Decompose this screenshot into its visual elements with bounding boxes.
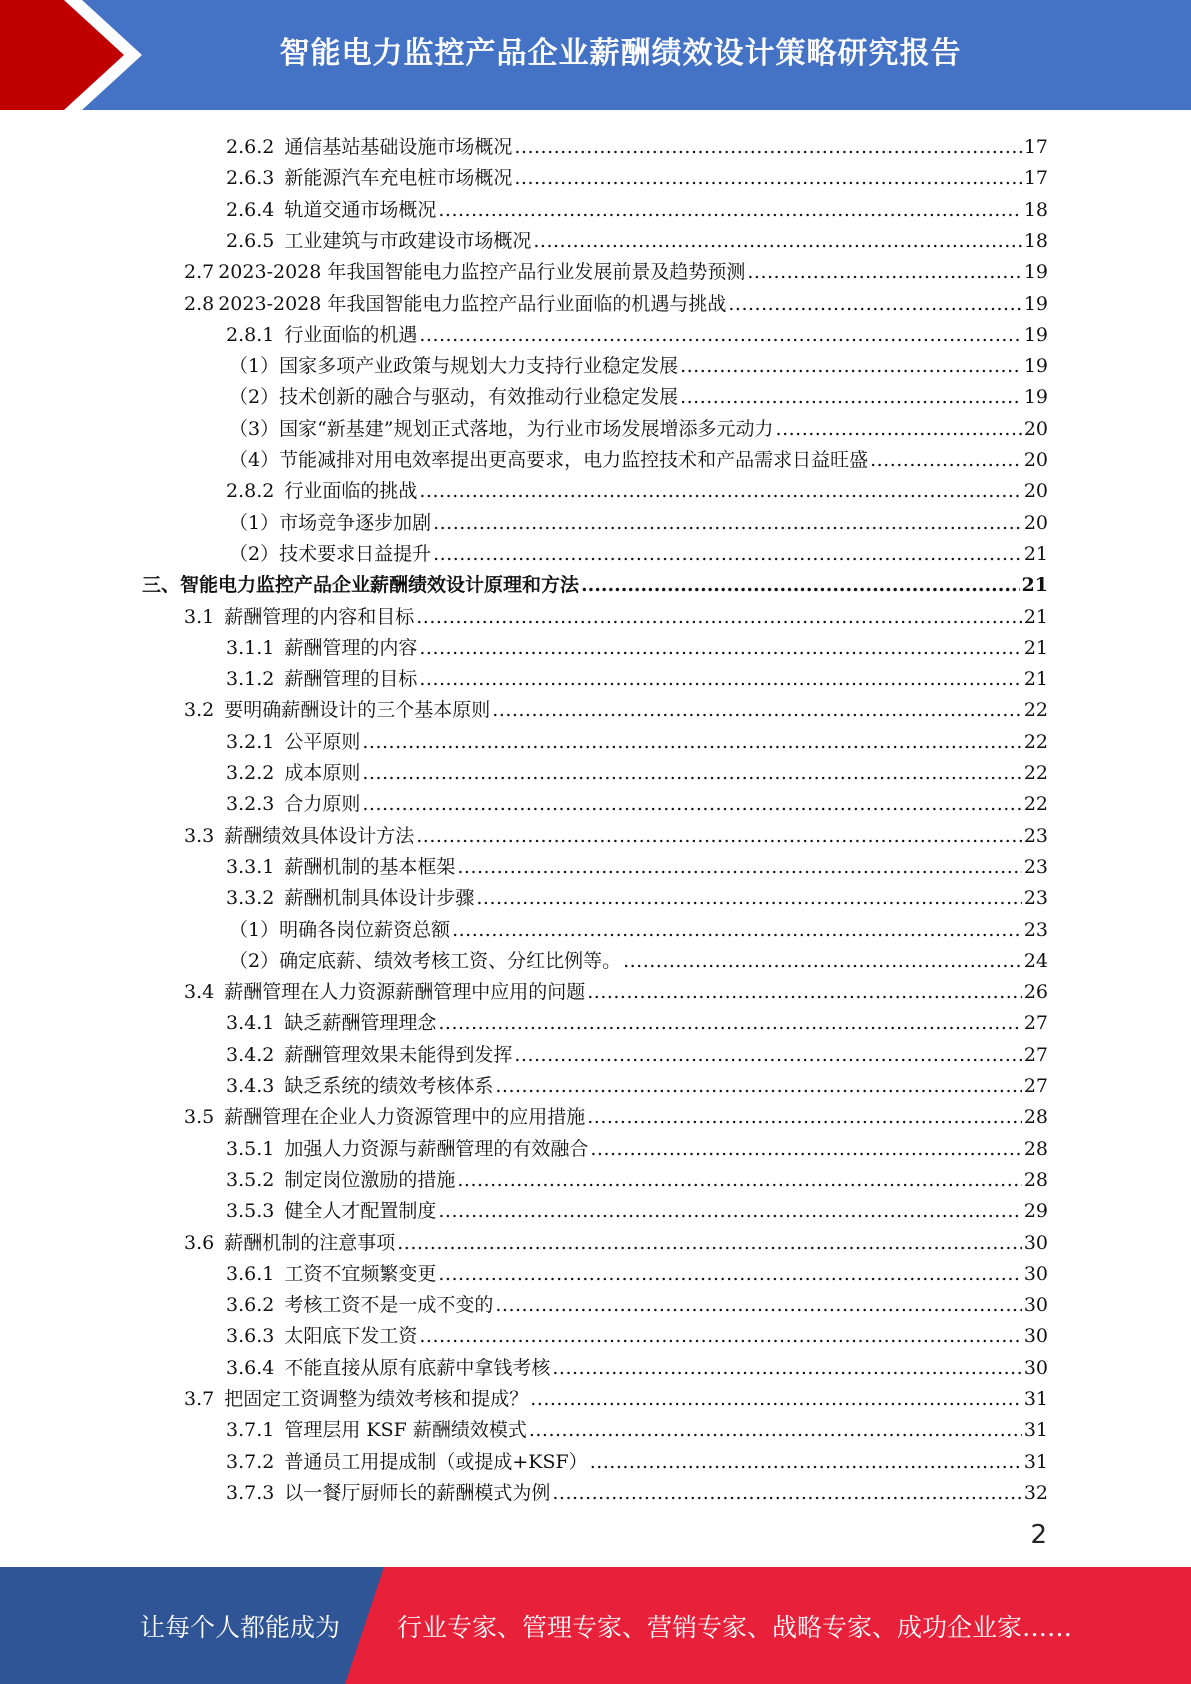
toc-entry-title: 通信基站基础设施市场概况 bbox=[284, 136, 513, 158]
page-footer bbox=[0, 1567, 1191, 1684]
toc-entry-page: 23 bbox=[1023, 918, 1048, 941]
toc-dot-leader bbox=[552, 1356, 1021, 1380]
toc-entry-number: 3.7 bbox=[184, 1388, 215, 1410]
toc-entry-number: 3.6.2 bbox=[226, 1294, 275, 1317]
toc-entry-number: 3.7.3 bbox=[226, 1481, 275, 1504]
toc-entry-page: 18 bbox=[1023, 229, 1048, 252]
toc-entry-page: 23 bbox=[1023, 824, 1048, 847]
toc-entry-page: 23 bbox=[1023, 855, 1048, 878]
toc-entry[interactable] bbox=[226, 1130, 1048, 1161]
toc-entry-page: 22 bbox=[1023, 699, 1048, 722]
toc-entry-number: 3.3.1 bbox=[226, 855, 275, 878]
toc-entry-page: 29 bbox=[1023, 1200, 1048, 1223]
toc-entry-number: 3.5.3 bbox=[226, 1200, 275, 1223]
toc-dot-leader bbox=[476, 886, 1021, 910]
toc-entry-page: 28 bbox=[1023, 1137, 1048, 1160]
toc-entry-title: 行业面临的挑战 bbox=[284, 480, 418, 503]
toc-entry-page: 21 bbox=[1023, 668, 1048, 691]
toc-entry[interactable] bbox=[184, 253, 1048, 284]
page-number: 2 bbox=[1030, 1520, 1047, 1550]
toc-entry-number: 3.5.1 bbox=[226, 1137, 275, 1160]
toc-entry[interactable] bbox=[226, 1474, 1048, 1505]
toc-entry[interactable] bbox=[226, 1161, 1048, 1192]
toc-entry[interactable] bbox=[226, 1255, 1048, 1286]
toc-entry-page: 17 bbox=[1023, 167, 1048, 190]
toc-entry[interactable] bbox=[226, 159, 1048, 190]
toc-entry[interactable] bbox=[226, 848, 1048, 879]
toc-entry-title: （2）技术要求日益提升 bbox=[229, 542, 432, 565]
toc-entry[interactable] bbox=[226, 472, 1048, 503]
toc-dot-leader bbox=[457, 855, 1021, 879]
footer-slogan-right: 行业专家、管理专家、营销专家、战略专家、成功企业家…… bbox=[397, 1612, 1073, 1642]
toc-entry-title: （2）技术创新的融合与驱动，有效推动行业稳定发展 bbox=[229, 386, 679, 409]
toc-dot-leader bbox=[492, 698, 1022, 722]
toc-entry-page: 19 bbox=[1023, 355, 1048, 378]
toc-dot-leader bbox=[495, 1293, 1021, 1317]
toc-dot-leader bbox=[438, 1199, 1021, 1223]
toc-entry-number: 2.6.2 bbox=[226, 136, 275, 158]
toc-entry-title: （2）确定底薪、绩效考核工资、分红比例等。 bbox=[229, 949, 622, 972]
toc-entry-title: 薪酬管理的目标 bbox=[284, 668, 418, 691]
toc-entry-page: 31 bbox=[1023, 1419, 1048, 1442]
toc-entry-number: 3.4.1 bbox=[226, 1012, 275, 1035]
toc-entry-title: 制定岗位激励的措施 bbox=[284, 1168, 456, 1191]
toc-entry[interactable] bbox=[184, 1224, 1048, 1255]
toc-dot-leader bbox=[457, 1168, 1021, 1192]
toc-entry-number: 2.6.5 bbox=[226, 229, 275, 252]
toc-entry[interactable] bbox=[229, 911, 1048, 942]
toc-entry-number: 3.6 bbox=[184, 1231, 215, 1254]
toc-dot-leader bbox=[419, 323, 1021, 347]
toc-dot-leader bbox=[581, 573, 1020, 597]
toc-entry-title: 要明确薪酬设计的三个基本原则 bbox=[224, 699, 491, 722]
toc-entry[interactable] bbox=[229, 942, 1048, 973]
toc-entry[interactable] bbox=[184, 973, 1048, 1004]
toc-entry[interactable] bbox=[226, 1036, 1048, 1067]
toc-entry[interactable] bbox=[226, 660, 1048, 691]
toc-entry-title: 健全人才配置制度 bbox=[284, 1200, 437, 1223]
toc-entry-title: 考核工资不是一成不变的 bbox=[284, 1294, 494, 1317]
header-chevron-decoration bbox=[0, 0, 150, 110]
toc-entry-number: 3.3.2 bbox=[226, 887, 275, 910]
toc-entry-page: 30 bbox=[1023, 1356, 1048, 1379]
toc-entry-title: 行业面临的机遇 bbox=[284, 323, 418, 346]
toc-entry[interactable] bbox=[226, 1317, 1048, 1348]
toc-entry-title: 公平原则 bbox=[284, 730, 361, 753]
toc-dot-leader bbox=[590, 1137, 1021, 1161]
toc-entry-title: 合力原则 bbox=[284, 793, 361, 816]
toc-entry-title: （1）国家多项产业政策与规划大力支持行业稳定发展 bbox=[229, 355, 679, 378]
toc-entry-title: 加强人力资源与薪酬管理的有效融合 bbox=[284, 1137, 589, 1160]
toc-dot-leader bbox=[433, 511, 1022, 535]
toc-entry-page: 21 bbox=[1023, 542, 1048, 565]
toc-entry-title: 太阳底下发工资 bbox=[284, 1325, 418, 1348]
toc-entry-number: 3.4.3 bbox=[226, 1075, 275, 1097]
toc-entry-page: 31 bbox=[1023, 1450, 1048, 1473]
toc-entry-title: 新能源汽车充电桩市场概况 bbox=[284, 167, 513, 190]
toc-entry-page: 19 bbox=[1023, 386, 1048, 409]
toc-entry[interactable] bbox=[184, 817, 1048, 848]
toc-entry-number: 2.6.3 bbox=[226, 167, 275, 190]
toc-entry[interactable] bbox=[184, 1380, 1048, 1411]
toc-entry[interactable] bbox=[229, 378, 1048, 409]
toc-dot-leader bbox=[552, 1481, 1021, 1505]
toc-entry-title: 薪酬绩效具体设计方法 bbox=[224, 824, 415, 847]
toc-entry[interactable] bbox=[184, 1098, 1048, 1129]
toc-entry-title: 工资不宜频繁变更 bbox=[284, 1262, 437, 1285]
toc-dot-leader bbox=[419, 636, 1021, 660]
toc-entry-title: 薪酬管理效果未能得到发挥 bbox=[284, 1043, 513, 1066]
toc-entry-page: 18 bbox=[1023, 198, 1048, 221]
toc-entry-title: 缺乏系统的绩效考核体系 bbox=[284, 1075, 494, 1097]
toc-entry[interactable] bbox=[226, 1067, 1048, 1098]
toc-dot-leader bbox=[870, 448, 1022, 472]
toc-dot-leader bbox=[514, 1043, 1021, 1067]
toc-entry[interactable] bbox=[226, 1411, 1048, 1442]
toc-dot-leader bbox=[419, 1324, 1021, 1348]
toc-dot-leader bbox=[747, 260, 1021, 284]
toc-entry[interactable] bbox=[184, 691, 1048, 722]
toc-entry-number: 3.7.2 bbox=[226, 1450, 275, 1473]
toc-entry[interactable] bbox=[226, 785, 1048, 816]
toc-entry[interactable] bbox=[229, 347, 1048, 378]
toc-entry-number: 3.2.3 bbox=[226, 793, 275, 816]
toc-dot-leader bbox=[452, 918, 1022, 942]
toc-entry[interactable] bbox=[226, 316, 1048, 347]
toc-entry-title: （1）明确各岗位薪资总额 bbox=[229, 918, 451, 941]
toc-entry-page: 27 bbox=[1023, 1075, 1048, 1097]
toc-entry-number: 3.5 bbox=[184, 1106, 215, 1129]
toc-entry[interactable] bbox=[226, 222, 1048, 253]
toc-entry-title: （3）国家“新基建”规划正式落地，为行业市场发展增添多元动力 bbox=[229, 417, 774, 440]
toc-entry-number: 3.4 bbox=[184, 981, 215, 1004]
toc-entry-number: 3.6.1 bbox=[226, 1262, 275, 1285]
toc-entry-page: 27 bbox=[1023, 1043, 1048, 1066]
toc-dot-leader bbox=[530, 1387, 1022, 1411]
toc-entry-page: 26 bbox=[1023, 981, 1048, 1004]
toc-entry-number: 2.7 bbox=[184, 261, 215, 284]
toc-entry-page: 28 bbox=[1023, 1168, 1048, 1191]
toc-entry-page: 20 bbox=[1023, 511, 1048, 534]
toc-entry-title: 薪酬管理在人力资源薪酬管理中应用的问题 bbox=[224, 981, 586, 1004]
toc-dot-leader bbox=[438, 1011, 1021, 1035]
toc-entry[interactable] bbox=[226, 629, 1048, 660]
toc-entry-number: 2.8.1 bbox=[226, 323, 275, 346]
toc-entry[interactable] bbox=[226, 1443, 1048, 1474]
toc-entry-title: （1）市场竞争逐步加剧 bbox=[229, 511, 432, 534]
toc-dot-leader bbox=[419, 479, 1021, 503]
toc-entry[interactable] bbox=[229, 535, 1048, 566]
toc-entry-title: 薪酬管理的内容 bbox=[284, 636, 418, 659]
toc-dot-leader bbox=[514, 135, 1021, 159]
toc-dot-leader bbox=[587, 1105, 1022, 1129]
toc-dot-leader bbox=[438, 198, 1021, 222]
toc-dot-leader bbox=[533, 229, 1021, 253]
toc-entry-number: 3.7.1 bbox=[226, 1419, 275, 1442]
toc-entry-number: 2.8.2 bbox=[226, 480, 275, 503]
toc-entry-title: 三、智能电力监控产品企业薪酬绩效设计原理和方法 bbox=[142, 574, 580, 597]
toc-entry-title: 工业建筑与市政建设市场概况 bbox=[284, 229, 532, 252]
toc-entry-title: 2023-2028 年我国智能电力监控产品行业面临的机遇与挑战 bbox=[218, 292, 727, 315]
toc-entry-page: 24 bbox=[1023, 949, 1048, 972]
toc-entry-title: 成本原则 bbox=[284, 762, 361, 784]
toc-entry-number: 2.6.4 bbox=[226, 198, 275, 221]
toc-entry-page: 19 bbox=[1023, 261, 1048, 284]
toc-entry-page: 20 bbox=[1023, 480, 1048, 503]
toc-dot-leader bbox=[495, 1074, 1021, 1098]
toc-entry-title: 缺乏薪酬管理理念 bbox=[284, 1012, 437, 1035]
toc-entry-title: 薪酬机制的基本框架 bbox=[284, 855, 456, 878]
toc-entry-title: 薪酬机制具体设计步骤 bbox=[284, 887, 475, 910]
toc-entry-page: 23 bbox=[1023, 887, 1048, 910]
toc-entry[interactable] bbox=[226, 879, 1048, 910]
toc-entry-title: 普通员工用提成制（或提成+KSF） bbox=[284, 1450, 588, 1473]
toc-dot-leader bbox=[587, 980, 1022, 1004]
toc-entry-number: 3.1 bbox=[184, 605, 215, 628]
toc-dot-leader bbox=[362, 730, 1021, 754]
toc-dot-leader bbox=[728, 292, 1021, 316]
toc-entry-page: 22 bbox=[1023, 762, 1048, 784]
page-header bbox=[0, 0, 1191, 110]
toc-entry[interactable] bbox=[142, 566, 1048, 597]
toc-entry-title: 薪酬管理在企业人力资源管理中的应用措施 bbox=[224, 1106, 586, 1129]
toc-entry[interactable] bbox=[226, 1349, 1048, 1380]
toc-entry[interactable] bbox=[226, 1286, 1048, 1317]
toc-entry-page: 21 bbox=[1023, 605, 1048, 628]
toc-entry-title: 轨道交通市场概况 bbox=[284, 198, 437, 221]
toc-entry-page: 20 bbox=[1023, 417, 1048, 440]
toc-entry-number: 2.8 bbox=[184, 292, 215, 315]
toc-dot-leader bbox=[529, 1418, 1022, 1442]
toc-entry[interactable] bbox=[226, 723, 1048, 754]
toc-entry-title: 以一餐厅厨师长的薪酬模式为例 bbox=[284, 1481, 551, 1504]
toc-dot-leader bbox=[590, 1450, 1022, 1474]
toc-entry[interactable] bbox=[226, 128, 1048, 159]
toc-entry-page: 22 bbox=[1023, 793, 1048, 816]
toc-entry-page: 21 bbox=[1023, 636, 1048, 659]
toc-entry-page: 30 bbox=[1023, 1294, 1048, 1317]
toc-dot-leader bbox=[433, 542, 1022, 566]
toc-entry-number: 3.6.4 bbox=[226, 1356, 275, 1379]
toc-entry[interactable] bbox=[184, 598, 1048, 629]
toc-entry[interactable] bbox=[226, 1004, 1048, 1035]
toc-entry-number: 3.3 bbox=[184, 824, 215, 847]
toc-entry-page: 30 bbox=[1023, 1325, 1048, 1348]
toc-entry-page: 30 bbox=[1023, 1262, 1048, 1285]
toc-entry-page: 30 bbox=[1023, 1231, 1048, 1254]
toc-entry[interactable] bbox=[184, 285, 1048, 316]
toc-entry-page: 19 bbox=[1023, 323, 1048, 346]
toc-entry-number: 3.6.3 bbox=[226, 1325, 275, 1348]
toc-entry-title: 薪酬机制的注意事项 bbox=[224, 1231, 396, 1254]
toc-dot-leader bbox=[416, 605, 1022, 629]
footer-slogan-left: 让每个人都能成为 bbox=[140, 1612, 341, 1642]
toc-dot-leader bbox=[362, 761, 1021, 785]
toc-dot-leader bbox=[514, 166, 1021, 190]
toc-entry[interactable] bbox=[229, 410, 1048, 441]
toc-entry-number: 3.1.2 bbox=[226, 668, 275, 691]
toc-entry[interactable] bbox=[226, 1192, 1048, 1223]
toc-entry-page: 22 bbox=[1023, 730, 1048, 753]
toc-dot-leader bbox=[680, 385, 1022, 409]
toc-entry-page: 20 bbox=[1023, 449, 1048, 471]
report-title: 智能电力监控产品企业薪酬绩效设计策略研究报告 bbox=[279, 36, 962, 71]
toc-entry-page: 28 bbox=[1023, 1106, 1048, 1129]
toc-entry-page: 32 bbox=[1023, 1481, 1048, 1504]
toc-entry-title: 2023-2028 年我国智能电力监控产品行业发展前景及趋势预测 bbox=[218, 261, 746, 284]
toc-dot-leader bbox=[419, 667, 1021, 691]
toc-entry-title: （4）节能减排对用电效率提出更高要求，电力监控技术和产品需求日益旺盛 bbox=[229, 449, 869, 471]
toc-entry-page: 17 bbox=[1023, 136, 1048, 158]
toc-entry-number: 3.2 bbox=[184, 699, 215, 722]
toc-entry[interactable] bbox=[226, 754, 1048, 785]
toc-entry-number: 3.1.1 bbox=[226, 636, 275, 659]
toc-entry-page: 27 bbox=[1023, 1012, 1048, 1035]
toc-entry-title: 不能直接从原有底薪中拿钱考核 bbox=[284, 1356, 551, 1379]
toc-entry-number: 3.2.1 bbox=[226, 730, 275, 753]
toc-entry-page: 31 bbox=[1023, 1388, 1048, 1410]
toc-entry[interactable] bbox=[229, 504, 1048, 535]
toc-dot-leader bbox=[416, 824, 1022, 848]
toc-entry[interactable] bbox=[229, 441, 1048, 472]
toc-entry[interactable] bbox=[226, 191, 1048, 222]
toc-dot-leader bbox=[680, 354, 1022, 378]
toc-dot-leader bbox=[397, 1231, 1022, 1255]
toc-entry-page: 19 bbox=[1023, 292, 1048, 315]
toc-entry-number: 3.5.2 bbox=[226, 1168, 275, 1191]
toc-dot-leader bbox=[362, 792, 1021, 816]
toc-entry-page: 21 bbox=[1021, 574, 1048, 597]
toc-entry-number: 3.4.2 bbox=[226, 1043, 275, 1066]
toc-entry-title: 把固定工资调整为绩效考核和提成？ bbox=[224, 1388, 529, 1410]
toc-entry-number: 3.2.2 bbox=[226, 762, 275, 784]
toc-dot-leader bbox=[776, 417, 1022, 441]
toc-dot-leader bbox=[438, 1262, 1021, 1286]
toc-entry-title: 薪酬管理的内容和目标 bbox=[224, 605, 415, 628]
toc-dot-leader bbox=[623, 949, 1022, 973]
toc-entry-title: 管理层用 KSF 薪酬绩效模式 bbox=[284, 1419, 527, 1442]
